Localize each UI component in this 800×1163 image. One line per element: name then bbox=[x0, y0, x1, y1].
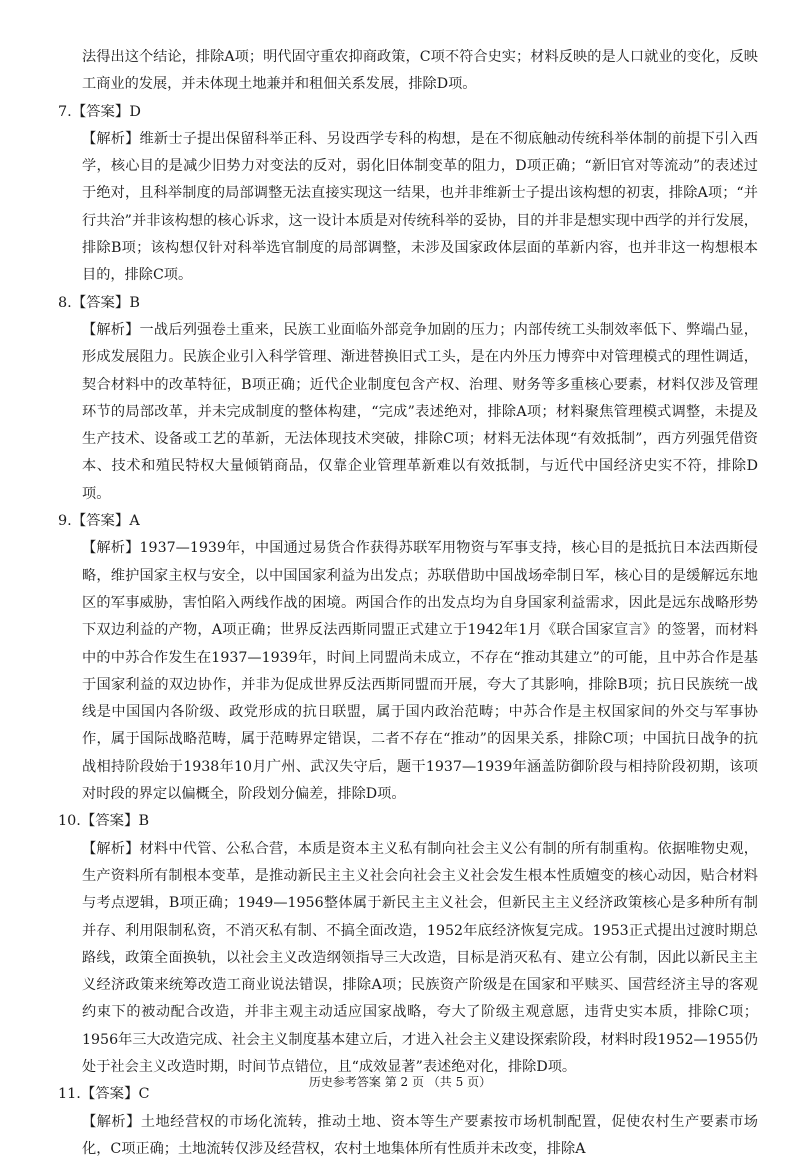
analysis-label: 【解析】 bbox=[82, 840, 140, 857]
analysis-paragraph bbox=[58, 126, 758, 290]
analysis-text: 一战后列强卷土重来，民族工业面临外部竞争加剧的压力；内部传统工头制效率低下、弊端凸显，形成发展阻力。民族企业引入科学管理、渐进替换旧式工头，是在内外压力博弈中对管理模式的理性调适，契合材料中的改革特征，B项正确；近代企业制度包含产权、治理、财务等多重核心要素，材料仅涉及管理环节的局部改革，并未完成制度的整体构建，“完成”表述绝对，排除A项；材料聚焦管理模式调整，未提及生产技术、设备或工艺的革新，无法体现技术突破，排除C项；材料无法体现“有效抵制”，西方列强凭借资本、技术和殖民特权大量倾销商品，仅靠企业管理革新难以有效抵制，与近代中国经济史实不符，排除D项。 bbox=[82, 321, 758, 502]
question-answer-line bbox=[58, 99, 758, 126]
question-number: 10. bbox=[58, 813, 81, 830]
question-number: 7. bbox=[58, 103, 72, 120]
question-list bbox=[58, 99, 758, 1163]
analysis-label: 【解析】 bbox=[82, 321, 140, 338]
question-number: 8. bbox=[58, 294, 72, 311]
analysis-label: 【解析】 bbox=[82, 130, 140, 147]
question-answer-line bbox=[58, 508, 758, 535]
answer-label: 【答案】 bbox=[71, 103, 130, 120]
question-answer-line bbox=[58, 808, 758, 835]
answer-label: 【答案】 bbox=[80, 1086, 139, 1103]
analysis-text: 土地经营权的市场化流转，推动土地、资本等生产要素按市场机制配置，促使农村生产要素市场化，C项正确；土地流转仅涉及经营权，农村土地集体所有性质并未改变，排除A bbox=[82, 1113, 758, 1157]
question-answer-line bbox=[58, 290, 758, 317]
answer-label: 【答案】 bbox=[71, 513, 130, 530]
analysis-paragraph bbox=[58, 1109, 758, 1163]
answer-value: B bbox=[138, 813, 150, 830]
analysis-text: 1937—1939年，中国通过易货合作获得苏联军用物资与军事支持，核心目的是抵抗日本法西斯侵略，维护国家主权与安全，以中国国家利益为出发点；苏联借助中国战场牵制日军，核心目的是缓解远东地区的军事威胁，害怕陷入两线作战的困境。两国合作的出发点均为自身国家利益需求，因此是远东战略形势下双边利益的产物，A项正确；世界反法西斯同盟正式建立于1942年1月《联合国家宣言》的签署，而材料中的中苏合作发生在1937—1939年，时间上同盟尚未成立，不存在“推动其建立”的可能，且中苏合作是基于国家利益的双边协作，并非为促成世界反法西斯同盟而开展，夸大了其影响，排除B项；抗日民族统一战线是中国国内各阶级、政党形成的抗日联盟，属于国内政治范畴；中苏合作是主权国家间的外交与军事协作，属于国际战略范畴，属于范畴界定错误，二者不存在“推动”的因果关系，排除C项；中国抗日战争的抗战相持阶段始于1938年10月广州、武汉失守后，题干1937—1939年涵盖防御阶段与相持阶段初期，该项对时段的界定以偏概全，阶段划分偏差，排除D项。 bbox=[82, 540, 758, 803]
analysis-paragraph bbox=[58, 535, 758, 808]
answer-value: C bbox=[138, 1086, 150, 1103]
answer-value: D bbox=[129, 103, 141, 120]
question-number: 11. bbox=[58, 1086, 81, 1103]
intro-paragraph: 法得出这个结论，排除A项；明代固守重农抑商政策，C项不符合史实；材料反映的是人口就业的变化，反映工商业的发展，并未体现土地兼并和租佃关系发展，排除D项。 bbox=[82, 49, 758, 93]
answer-label: 【答案】 bbox=[71, 294, 130, 311]
analysis-text: 材料中代管、公私合营，本质是资本主义私有制向社会主义公有制的所有制重构。依据唯物史观，生产资料所有制根本变革，是推动新民主主义社会向社会主义社会发生根本性质嬗变的核心动因，贴合材料与考点逻辑，B项正确；1949—1956整体属于新民主主义社会，但新民主主义经济政策核心是多种所有制并存、利用限制私资，不消灭私有制、不搞全面改造，1952年底经济恢复完成。1953正式提出过渡时期总路线，政策全面换轨，以社会主义改造纲领指导三大改造，目标是消灭私有、建立公有制，因此以新民主主义经济政策来统筹改造工商业说法错误，排除A项；民族资产阶级是在国家和平赎买、国营经济主导的客观约束下的被动配合改造，并非主观主动适应国家战略，夸大了阶级主观意愿，违背史实本质，排除C项；1956年三大改造完成、社会主义制度基本建立后，才进入社会主义建设探索阶段，材料时段1952—1955仍处于社会主义改造时期，时间节点错位，且“成效显著”表述绝对化，排除D项。 bbox=[82, 840, 758, 1075]
analysis-label: 【解析】 bbox=[82, 540, 140, 557]
analysis-text: 维新士子提出保留科举正科、另设西学专科的构想，是在不彻底触动传统科举体制的前提下引入西学，核心目的是减少旧势力对变法的反对，弱化旧体制变革的阻力，D项正确；“新旧官对等流动”的表述过于绝对，且科举制度的局部调整无法直接实现这一结果，也并非维新士子提出该构想的初衷，排除A项；“并行共治”并非该构想的核心诉求，这一设计本质是对传统科举的妥协，目的并非是想实现中西学的并行发展，排除B项；该构想仅针对科举选官制度的局部调整，未涉及国家政体层面的革新内容，也并非这一构想根本目的，排除C项。 bbox=[82, 130, 758, 284]
answer-value: A bbox=[129, 513, 140, 530]
analysis-label: 【解析】 bbox=[82, 1113, 141, 1130]
analysis-paragraph bbox=[58, 317, 758, 508]
analysis-paragraph bbox=[58, 836, 758, 1082]
answer-value: B bbox=[129, 294, 140, 311]
question-number: 9. bbox=[58, 513, 72, 530]
answer-label: 【答案】 bbox=[80, 813, 139, 830]
answer-page bbox=[58, 44, 758, 1163]
page-footer: 历史参考答案 第 2 页 （共 5 页） bbox=[308, 1075, 492, 1089]
